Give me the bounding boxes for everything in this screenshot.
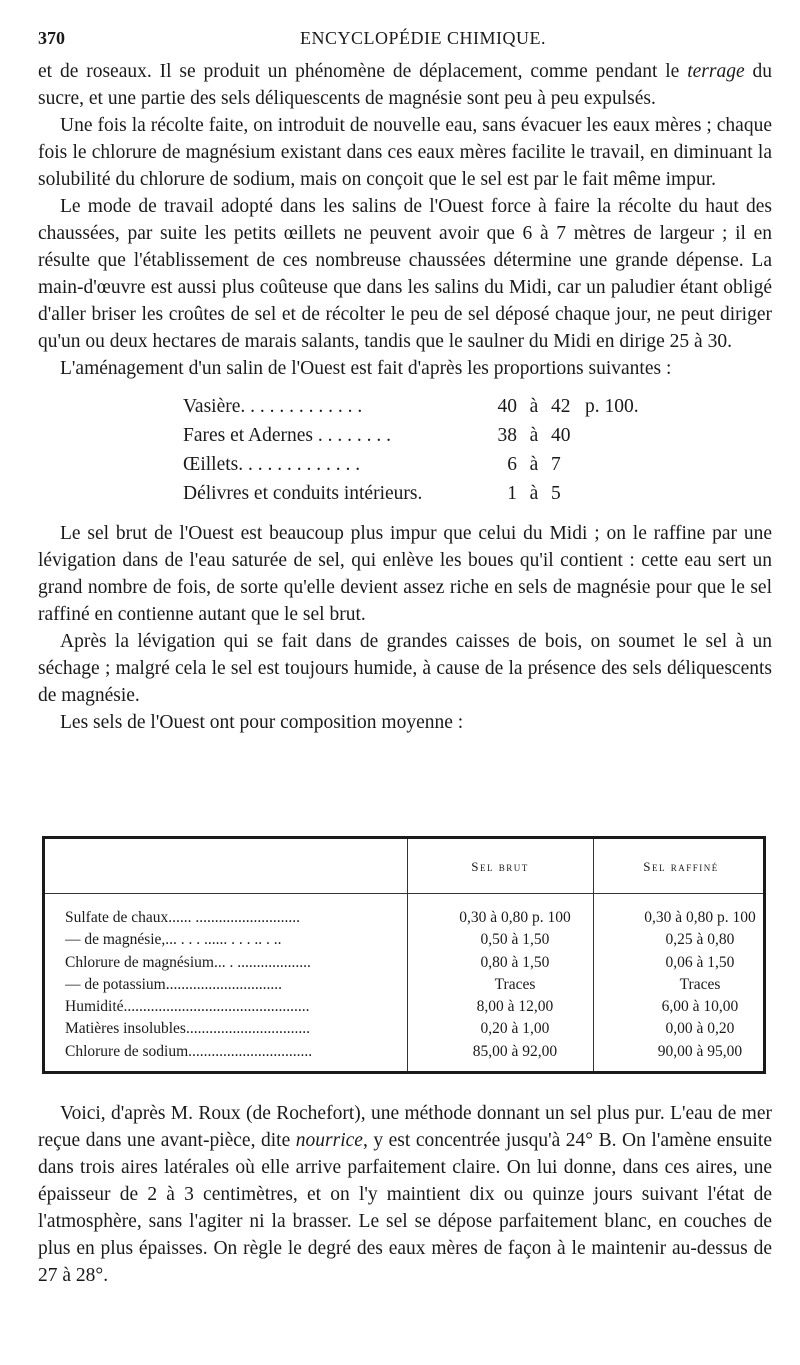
table-row: Fares et Adernes . . . . . . . . 38 à 40 — [183, 425, 571, 446]
paragraph-8: Voici, d'après M. Roux (de Rochefort), une méthode donnant un sel plus pur. L'eau de mer reçue dans une avant-pièce, dite nourrice, y est concentrée jusqu'à 24° B. On l'amène ensuite dans trois aires latérales où elle arrive parfaitement claire. On lui donne, dans ces aires, une épaisseur de 2 à 3 centimètres, et on l'y maintient dix ou quinze jours suivant l'état de l'atmosphère, sans l'agiter ni la brasser. Le sel se dépose parfaitement blanc, en couches de plus en plus épaisses. On règle le degré des eaux mères de façon à le maintenir au-dessus de 27 à 28°. — [38, 1103, 772, 1286]
running-title: ENCYCLOPÉDIE CHIMIQUE. — [300, 28, 546, 48]
table-row: — de magnésie,... . . . ...... . . . .. . .. 0,50 à 1,50 0,25 à 0,80 — [65, 931, 735, 949]
table-row: Sulfate de chaux...... ........................... 0,30 à 0,80 p. 100 0,30 à 0,80 p. 100 — [65, 909, 756, 926]
table-row: Chlorure de magnésium... . ................... 0,80 à 1,50 0,06 à 1,50 — [65, 953, 735, 971]
table-row: Œillets. . . . . . . . . . . . . 6 à 7 — [183, 454, 561, 475]
paragraph-2: Une fois la récolte faite, on introduit de nouvelle eau, sans évacuer les eaux mères ; chaque fois le chlorure de magnésium existant dans ces eaux mères facilite le travail, en diminuant la solubilité du chlorure de sodium, mais on conçoit que le sel est par le fait même impur. — [38, 115, 772, 190]
table-row: Matières insolubles................................ 0,20 à 1,00 0,00 à 0,20 — [65, 1020, 735, 1038]
paragraph-1: et de roseaux. Il se produit un phénomène de déplacement, comme pendant le terrage du sucre, et une partie des sels déliquescents de magnésie sont peu à peu expulsés. — [38, 61, 772, 109]
column-header-sel-raffine: Sel raffiné — [643, 859, 719, 874]
emphasis-nourrice: nourrice — [295, 1130, 363, 1151]
emphasis-terrage: terrage — [687, 61, 745, 82]
table-row: Vasière. . . . . . . . . . . . . 40 à 42 p. 100. — [183, 396, 639, 417]
running-head — [38, 28, 772, 52]
body-text-top — [38, 58, 772, 736]
table-row: Délivres et conduits intérieurs. 1 à 5 — [183, 483, 561, 504]
paragraph-3: Le mode de travail adopté dans les salins de l'Ouest force à faire la récolte du haut des chaussées, par suite les petits œillets ne peuvent avoir que 6 à 7 mètres de largeur ; il en résulte que l'établissement de ces nombreuse chaussées détermine une grande dépense. La main-d'œuvre est aussi plus coûteuse que dans les salins du Midi, car un paludier étant obligé d'aller briser les croûtes de sel et de récolter le peu de sel déposé chaque jour, ne peut diriger qu'un ou deux hectares de marais salants, tandis que le saulner du Midi en dirige 25 à 30. — [38, 196, 772, 352]
body-text-bottom — [38, 1100, 772, 1289]
proportions-table — [183, 392, 639, 508]
paragraph-4: L'aménagement d'un salin de l'Ouest est fait d'après les proportions suivantes : — [60, 358, 672, 379]
paragraph-7: Les sels de l'Ouest ont pour composition moyenne : — [60, 712, 464, 733]
composition-rows — [65, 907, 765, 1063]
table-row: Humidité................................................ 8,00 à 12,00 6,00 à 10,00 — [65, 998, 739, 1016]
composition-table — [42, 836, 766, 1074]
paragraph-5: Le sel brut de l'Ouest est beaucoup plus impur que celui du Midi ; on le raffine par une lévigation dans de l'eau saturée de sel, qui enlève les boues qu'il contient : cette eau sert un grand nombre de fois, de sorte qu'elle devient assez riche en sels de magnésie pour que le sel raffiné en contienne autant que le sel brut. — [38, 523, 772, 625]
table-row: Chlorure de sodium................................ 85,00 à 92,00 90,00 à 95,00 — [65, 1042, 743, 1060]
table-row: — de potassium.............................. Traces Traces — [65, 975, 721, 993]
header-rule — [45, 893, 763, 894]
paragraph-6: Après la lévigation qui se fait dans de grandes caisses de bois, on soumet le sel à un séchage ; malgré cela le sel est toujours humide, à cause de la présence des sels déliquescents de magnésie. — [38, 631, 772, 706]
page-number: 370 — [38, 28, 65, 48]
column-header-sel-brut: Sel brut — [471, 859, 529, 874]
